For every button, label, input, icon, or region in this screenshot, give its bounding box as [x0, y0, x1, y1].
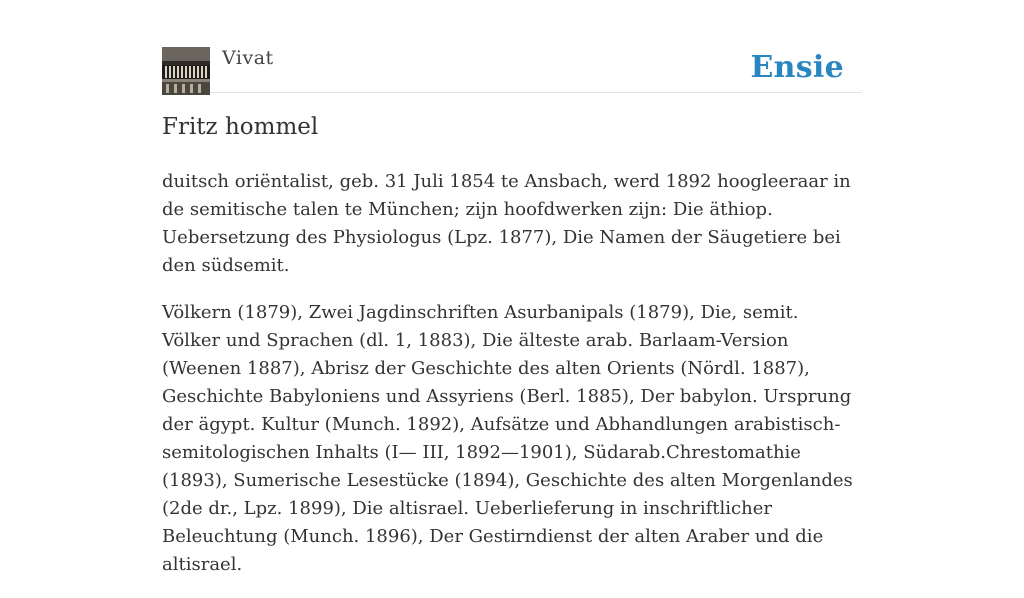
page-title: Fritz hommel: [162, 114, 319, 140]
bookshelf-avatar-icon[interactable]: [162, 47, 210, 95]
article-body: [162, 168, 862, 598]
article-paragraph: duitsch oriëntalist, geb. 31 Juli 1854 te Ansbach, werd 1892 hoogleeraar in de semitische talen te München; zijn hoofdwerken zijn: Die äthiop. Uebersetzung des Physiologus (Lpz. 1877), Die Namen der Säugetiere bei den südsemit.: [162, 171, 851, 276]
article-paragraph: Völkern (1879), Zwei Jagdinschriften Asurbanipals (1879), Die, semit. Völker und Sprachen (dl. 1, 1883), Die älteste arab. Barlaam-Version (Weenen 1887), Abrisz der Geschichte des alten Orients (Nördl. 1887), Geschichte Babyloniens und Assyriens (Berl. 1885), Der babylon. Ursprung der ägypt. Kultur (Munch. 1892), Aufsätze und Abhandlungen arabistisch-semitologischen Inhalts (I— III, 1892—1901), Südarab.Chrestomathie (1893), Sumerische Lesestücke (1894), Geschichte des alten Morgenlandes (2de dr., Lpz. 1899), Die altisrael. Ueberlieferung in inschriftlicher Beleuchtung (Munch. 1896), Der Gestirndienst der alten Araber und die altisrael.: [162, 302, 853, 575]
site-header: [162, 0, 862, 93]
brand-logo-link[interactable]: Ensie: [750, 50, 844, 85]
site-name[interactable]: Vivat: [222, 47, 274, 69]
page: [162, 0, 862, 575]
